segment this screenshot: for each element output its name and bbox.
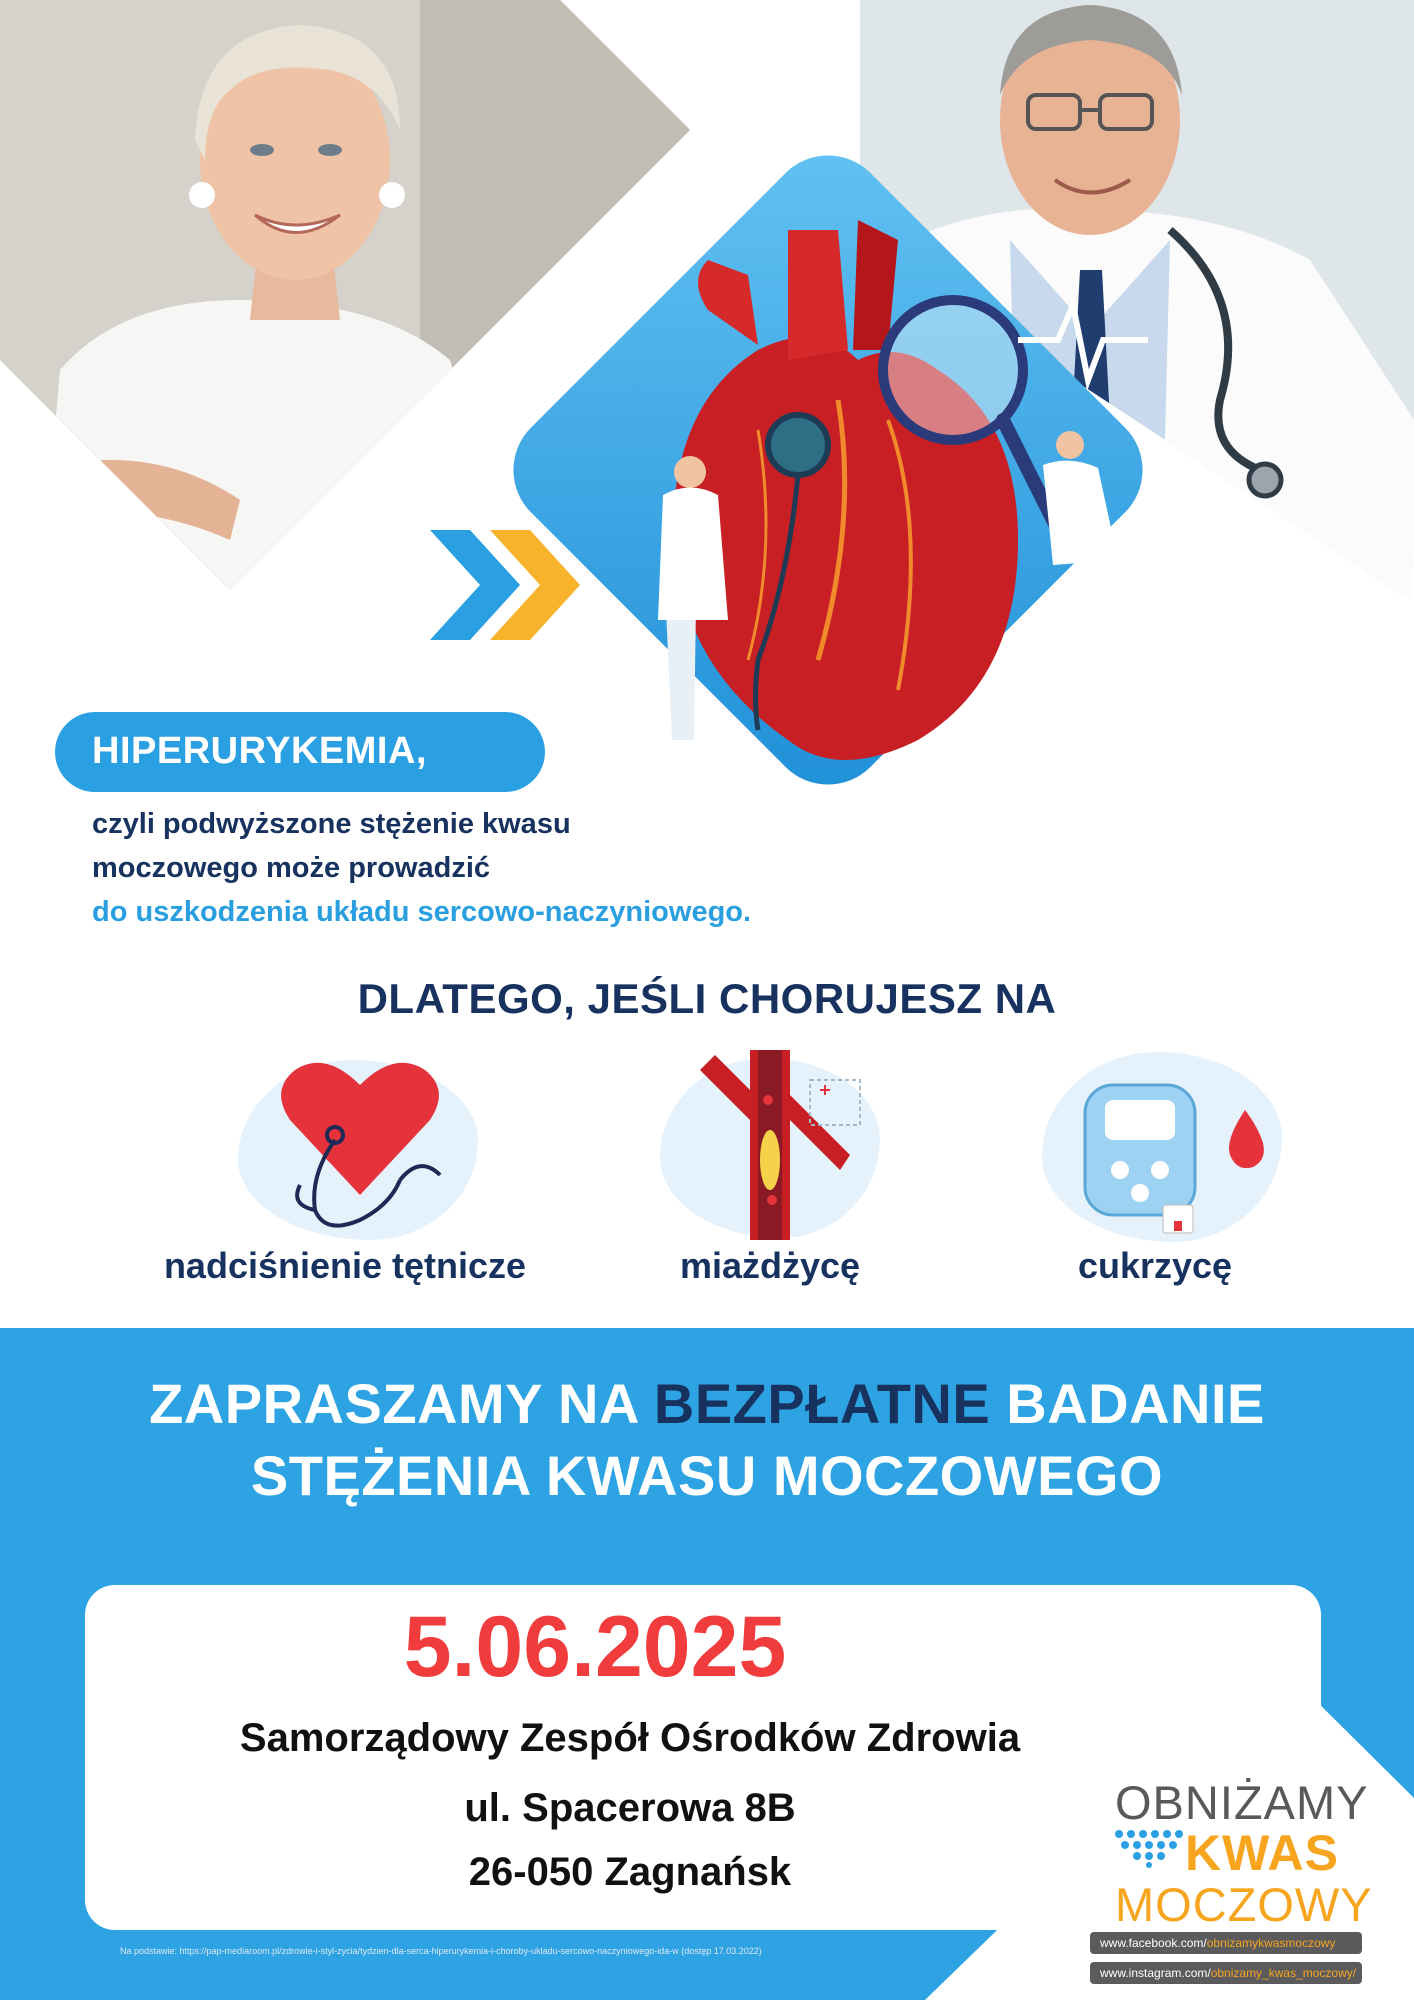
event-city: 26-050 Zagnańsk — [468, 1850, 792, 1894]
chevrons-decoration — [415, 500, 595, 670]
condition-label-3: cukrzycę — [1077, 1245, 1233, 1286]
instagram-prefix: www.instagram.com/ — [1100, 1966, 1211, 1980]
instagram-handle: obnizamy_kwas_moczowy/ — [1210, 1966, 1357, 1980]
artery-plaque-icon — [690, 1050, 870, 1240]
lead-line-2: moczowego może prowadzić — [92, 852, 490, 884]
heart-diamond-illustration — [458, 100, 1198, 840]
source-note: Na podstawie: https://pap-mediaroom.pl/zdrowie-i-styl-zycia/tydzien-dla-serca-hiperurykemia-i-choroby-ukladu-sercowo-naczyniowego-ida-w (dostęp 17.03.2022) — [120, 1946, 762, 1956]
conditions-intro: DLATEGO, JEŚLI CHORUJESZ NA — [357, 975, 1057, 1022]
heart-stethoscope-icon — [270, 1045, 450, 1230]
invite-line-1-post: BADANIE — [990, 1372, 1265, 1435]
logo-line-2: KWAS — [1185, 1825, 1339, 1881]
condition-label-1: nadciśnienie tętnicze — [163, 1245, 527, 1286]
event-venue: Samorządowy Zespół Ośrodków Zdrowia — [239, 1716, 1021, 1760]
lead-line-3: do uszkodzenia układu sercowo-naczyniowego. — [92, 896, 752, 928]
lead-line-1: czyli podwyższone stężenie kwasu — [92, 808, 571, 840]
facebook-prefix: www.facebook.com/ — [1100, 1936, 1207, 1950]
facebook-handle: obnizamykwasmoczowy — [1206, 1936, 1336, 1950]
invite-heading — [0, 1368, 1414, 1512]
headline-title-text: HIPERURYKEMIA — [92, 730, 416, 772]
invite-free-accent: BEZPŁATNE — [653, 1372, 991, 1435]
headline-title — [92, 730, 427, 773]
glucometer-icon — [1075, 1075, 1285, 1235]
event-street: ul. Spacerowa 8B — [464, 1786, 796, 1830]
headline-title-punct: , — [415, 730, 427, 772]
logo-drops-icon — [1113, 1828, 1185, 1868]
event-date: 5.06.2025 — [403, 1599, 787, 1695]
logo-line-3: MOCZOWY — [1115, 1878, 1373, 1931]
condition-label-2: miażdżycę — [679, 1245, 861, 1286]
invite-line-2: STĘŻENIA KWASU MOCZOWEGO — [250, 1444, 1164, 1507]
invite-line-1 — [0, 1368, 1414, 1440]
facebook-link[interactable] — [1090, 1932, 1362, 1954]
logo-line-1: OBNIŻAMY — [1115, 1776, 1369, 1829]
invite-line-1-pre: ZAPRASZAMY NA — [149, 1372, 654, 1435]
instagram-link[interactable] — [1090, 1962, 1362, 1984]
